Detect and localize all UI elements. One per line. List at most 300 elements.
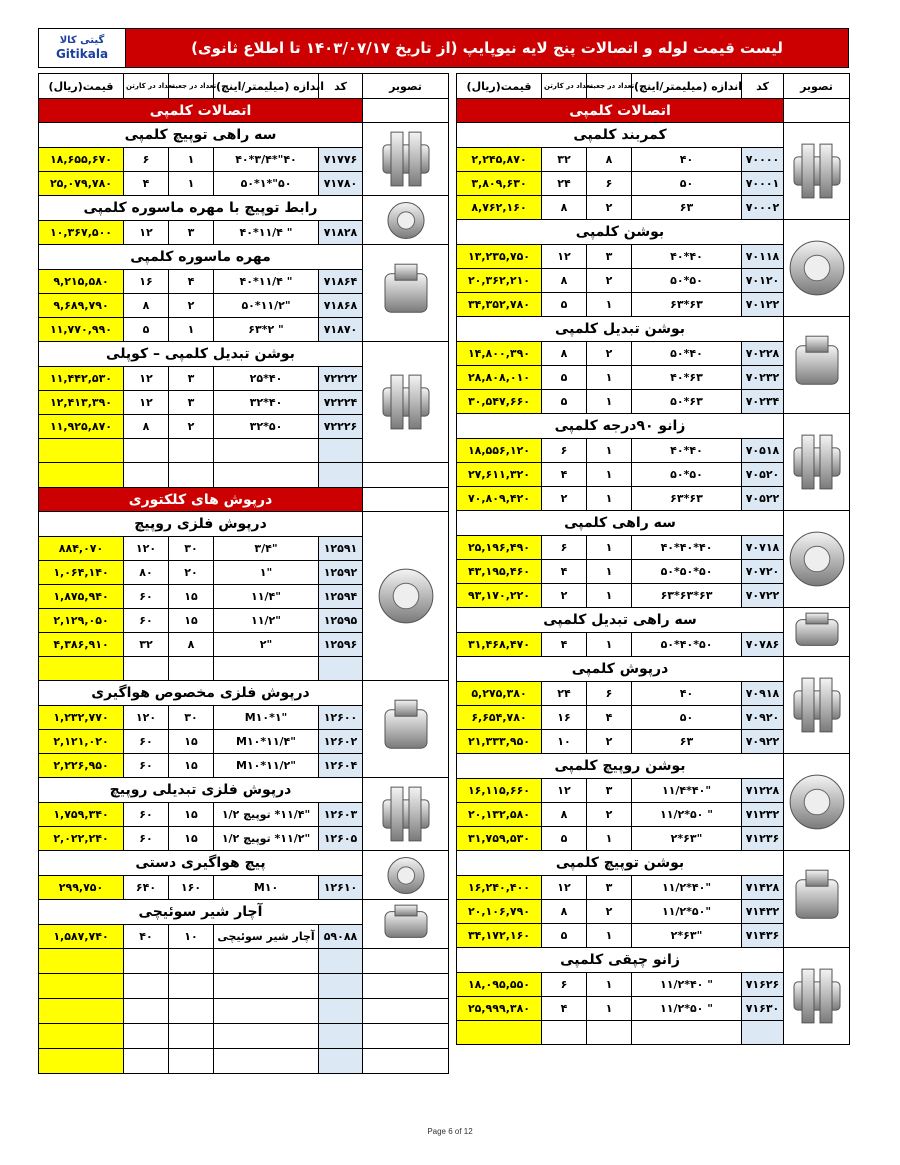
per-box-cell: ۱ [587,536,632,560]
price-cell [39,999,124,1024]
wrench-icon [363,900,449,949]
size-cell: ۵۰"*۱*۵۰ [214,172,319,196]
air-vent-screw-icon [363,851,449,900]
per-box-cell: ۲ [587,803,632,827]
per-carton-cell: ۴ [542,633,587,657]
price-cell: ۲,۱۲۹,۰۵۰ [39,609,124,633]
size-cell: ۴۰*۵۰ [632,342,742,366]
price-cell: ۲۵,۰۷۹,۷۸۰ [39,172,124,196]
per-box-cell: ۸ [587,148,632,172]
per-carton-cell [124,463,169,488]
price-cell: ۲۰,۳۶۲,۲۱۰ [457,269,542,293]
category-row [457,511,850,536]
code-cell [319,463,363,488]
per-box-cell [587,1021,632,1045]
per-box-cell: ۲ [587,730,632,754]
size-cell: " ۱۱/۴*۴۰ [214,221,319,245]
price-cell: ۲۱,۳۳۳,۹۵۰ [457,730,542,754]
per-box-cell [169,439,214,463]
price-cell: ۳,۸۰۹,۶۳۰ [457,172,542,196]
code-cell: ۷۰۹۲۲ [742,730,784,754]
code-cell: ۱۲۵۹۴ [319,585,363,609]
per-carton-cell: ۳۲ [542,148,587,172]
per-box-cell: ۲ [587,900,632,924]
price-cell [39,1024,124,1049]
header-size: اندازه (میلیمتر/اینچ) [214,74,319,99]
size-cell: ۴۰*۴۰ [632,245,742,269]
gitikala-logo [38,28,126,68]
blank-row [39,1024,449,1049]
per-box-cell: ۱۵ [169,585,214,609]
size-cell: ۴۰*۲۵ [214,367,319,391]
size-cell: ۴۰*۳۲ [214,391,319,415]
per-carton-cell [124,1049,169,1074]
code-cell: ۷۰۷۱۸ [742,536,784,560]
per-box-cell: ۱ [587,366,632,390]
size-cell: " ۱۱/۴*۴۰ [214,270,319,294]
size-cell: ۵۰*۵۰ [632,269,742,293]
blank-row [39,949,449,974]
category-row [457,317,850,342]
per-carton-cell: ۴۰ [124,925,169,949]
size-cell: "۲ [214,633,319,657]
per-box-cell: ۱ [587,560,632,584]
code-cell: ۷۱۴۳۲ [742,900,784,924]
code-cell [319,1024,363,1049]
category-row [457,851,850,876]
code-cell: ۷۰۲۲۸ [742,342,784,366]
size-cell: آچار شیر سوئیچی [214,925,319,949]
price-cell: ۲,۲۴۵,۸۷۰ [457,148,542,172]
size-cell: "۵۰*۱۱/۲ [632,900,742,924]
size-cell: ۵۰*۵۰ [632,463,742,487]
image-cell [363,999,449,1024]
per-carton-cell: ۸ [542,803,587,827]
size-cell: " ۵۰*۱۱/۲ [632,803,742,827]
per-carton-cell: ۱۲ [124,221,169,245]
per-box-cell: ۱۵ [169,827,214,851]
price-cell: ۹,۶۸۹,۷۹۰ [39,294,124,318]
category-row [457,608,850,633]
per-carton-cell: ۶۰ [124,730,169,754]
per-carton-cell: ۸۰ [124,561,169,585]
section-heading-row [39,488,449,512]
size-cell: ۴۰*۴۰*۴۰ [632,536,742,560]
code-cell: ۷۰۹۲۰ [742,706,784,730]
price-cell: ۳۱,۴۶۸,۴۷۰ [457,633,542,657]
category-title: پیچ هواگیری دستی [39,851,363,876]
per-carton-cell: ۸ [542,269,587,293]
price-cell [457,1021,542,1045]
blank-row [39,463,449,488]
per-box-cell: ۲ [587,196,632,220]
per-carton-cell: ۱۲ [542,779,587,803]
size-cell: ۴۰*۴۰ [632,439,742,463]
size-cell: " ۴۰*۱۱/۲ [632,973,742,997]
per-box-cell: ۳ [587,245,632,269]
code-cell: ۷۱۲۳۲ [742,803,784,827]
price-cell: ۸,۷۶۲,۱۶۰ [457,196,542,220]
elbow-90-icon [784,414,850,511]
category-title: کمربند کلمپی [457,123,784,148]
section-heading-image-cell [363,488,449,512]
size-cell: ۶۳*۶۳ [632,293,742,317]
blank-row [39,1049,449,1074]
price-cell: ۱۱,۴۴۲,۵۳۰ [39,367,124,391]
price-cell: ۱۱,۹۲۵,۸۷۰ [39,415,124,439]
coupling-clamp-icon [784,220,850,317]
per-carton-cell: ۱۶ [542,706,587,730]
per-carton-cell: ۱۲۰ [124,537,169,561]
size-cell [632,1021,742,1045]
size-cell: "۶۳*۲ [632,827,742,851]
code-cell: ۷۰۵۲۲ [742,487,784,511]
per-box-cell [169,1024,214,1049]
price-cell: ۲,۲۲۶,۹۵۰ [39,754,124,778]
size-cell: " ۵۰*۱۱/۲ [632,997,742,1021]
size-cell [214,949,319,974]
code-cell: ۷۰۷۲۰ [742,560,784,584]
size-cell: "۱۱/۴* توپیچ ۱/۲ [214,803,319,827]
per-box-cell: ۳ [169,221,214,245]
code-cell: ۷۱۷۷۶ [319,148,363,172]
right-price-table [456,73,849,1045]
code-cell: ۷۰۰۰۱ [742,172,784,196]
code-cell: ۱۲۵۹۵ [319,609,363,633]
code-cell: ۱۲۵۹۱ [319,537,363,561]
code-cell: ۷۱۸۲۸ [319,221,363,245]
per-box-cell: ۱ [587,997,632,1021]
section-heading-row [457,99,850,123]
size-cell: ۶۳ [632,196,742,220]
cap-plug-icon [363,512,449,681]
per-box-cell: ۲ [169,415,214,439]
per-carton-cell: ۶۴۰ [124,876,169,900]
size-cell: ۵۰*۳۲ [214,415,319,439]
blank-row [39,974,449,999]
category-row [39,681,449,706]
code-cell: ۷۰۱۲۲ [742,293,784,317]
per-carton-cell: ۵ [542,366,587,390]
size-cell: ۴۰ [632,148,742,172]
code-cell: ۱۲۶۰۳ [319,803,363,827]
price-cell: ۲۸,۸۰۸,۰۱۰ [457,366,542,390]
size-cell: M۱۰ [214,876,319,900]
per-carton-cell: ۸ [542,342,587,366]
per-box-cell: ۶ [587,172,632,196]
per-box-cell: ۱۵ [169,754,214,778]
column-header-row [457,74,850,99]
per-carton-cell: ۶ [542,973,587,997]
per-box-cell: ۳ [169,367,214,391]
category-title: مهره ماسوره کلمپی [39,245,363,270]
size-cell: "۱ [214,561,319,585]
code-cell: ۱۲۵۹۶ [319,633,363,657]
per-carton-cell: ۸ [124,415,169,439]
per-box-cell: ۱ [587,293,632,317]
price-cell: ۴,۳۸۶,۹۱۰ [39,633,124,657]
per-carton-cell: ۸ [124,294,169,318]
logo-latin: Gitikala [55,47,109,61]
per-box-cell: ۶ [587,682,632,706]
category-title: بوشن تبدیل کلمپی [457,317,784,342]
coupling-icon [363,342,449,463]
per-box-cell [169,999,214,1024]
header-size: اندازه (میلیمتر/اینچ) [632,74,742,99]
size-cell: ۵۰ [632,706,742,730]
code-cell: ۷۲۲۲۴ [319,391,363,415]
code-cell: ۱۲۶۰۵ [319,827,363,851]
price-cell: ۱,۷۵۹,۳۴۰ [39,803,124,827]
price-list-page [38,28,849,1095]
price-cell: ۱۴,۸۰۰,۳۹۰ [457,342,542,366]
per-box-cell: ۱ [587,390,632,414]
per-box-cell: ۳۰ [169,706,214,730]
code-cell: ۷۱۷۸۰ [319,172,363,196]
category-title: زانو چپقی کلمپی [457,948,784,973]
per-carton-cell: ۳۲ [124,633,169,657]
price-cell: ۱,۰۶۴,۱۴۰ [39,561,124,585]
per-box-cell: ۱ [587,584,632,608]
left-table [38,73,449,1074]
code-cell [319,949,363,974]
per-carton-cell: ۲۴ [542,682,587,706]
category-row [39,196,449,221]
header-code: کد [742,74,784,99]
per-box-cell: ۱۵ [169,609,214,633]
per-box-cell [169,657,214,681]
category-title: بوشن توپیچ کلمپی [457,851,784,876]
per-box-cell: ۴ [169,270,214,294]
category-title: سه راهی تبدیل کلمپی [457,608,784,633]
price-cell: ۲۹۹,۷۵۰ [39,876,124,900]
page-footer: Page 6 of 12 [427,1127,473,1136]
code-cell [742,1021,784,1045]
category-row [457,754,850,779]
per-carton-cell: ۸ [542,900,587,924]
category-title: زانو ۹۰درجه کلمپی [457,414,784,439]
price-cell: ۳۰,۵۴۷,۶۶۰ [457,390,542,414]
size-cell: ۶۳*۴۰ [632,366,742,390]
price-cell: ۱۱,۷۷۰,۹۹۰ [39,318,124,342]
size-cell [214,999,319,1024]
size-cell: ۶۳*۶۳ [632,487,742,511]
reducing-coupling-icon [784,317,850,414]
reducing-cap-icon [363,778,449,851]
code-cell: ۷۲۲۲۲ [319,367,363,391]
section-heading: درپوش های کلکتوری [39,488,363,512]
section-heading-row [39,99,449,123]
price-cell: ۱۸,۰۹۵,۵۵۰ [457,973,542,997]
category-row [457,123,850,148]
left-price-table [38,73,448,1074]
blank-row [39,999,449,1024]
end-cap-clamp-icon [784,657,850,754]
price-cell: ۹۳,۱۷۰,۲۲۰ [457,584,542,608]
size-cell: "M۱۰*۱ [214,706,319,730]
column-header-row [39,74,449,99]
reducing-tee-icon [784,608,850,657]
per-carton-cell: ۲ [542,584,587,608]
category-title: آچار شیر سوئیچی [39,900,363,925]
size-cell: "۳/۴ [214,537,319,561]
union-nut-icon [363,245,449,342]
price-cell: ۱۸,۵۵۶,۱۲۰ [457,439,542,463]
price-cell: ۱,۲۳۲,۷۷۰ [39,706,124,730]
category-row [39,512,449,537]
per-carton-cell: ۶۰ [124,803,169,827]
per-box-cell [169,974,214,999]
per-carton-cell: ۱۲ [542,876,587,900]
size-cell [214,1049,319,1074]
price-cell: ۲۰,۱۳۲,۵۸۰ [457,803,542,827]
code-cell: ۷۱۲۳۶ [742,827,784,851]
category-row [39,778,449,803]
per-carton-cell: ۱۲ [124,367,169,391]
section-heading-image-cell [363,99,449,123]
per-carton-cell: ۶۰ [124,585,169,609]
code-cell: ۷۱۶۲۶ [742,973,784,997]
per-box-cell: ۴ [587,706,632,730]
code-cell: ۷۱۴۲۸ [742,876,784,900]
per-box-cell [169,949,214,974]
code-cell: ۷۱۸۶۸ [319,294,363,318]
code-cell: ۷۰۱۲۰ [742,269,784,293]
image-cell [363,949,449,974]
per-carton-cell: ۶۰ [124,609,169,633]
category-title: بوشن تبدیل کلمپی – کوپلی [39,342,363,367]
header-price: قیمت(ریال) [457,74,542,99]
size-cell [214,974,319,999]
per-box-cell: ۱ [169,172,214,196]
per-box-cell: ۲ [587,269,632,293]
per-box-cell: ۱ [587,924,632,948]
per-box-cell: ۲۰ [169,561,214,585]
size-cell: "۴۰*۱۱/۲ [632,876,742,900]
code-cell: ۷۰۰۰۲ [742,196,784,220]
header-code: کد [319,74,363,99]
price-cell: ۳۴,۱۷۲,۱۶۰ [457,924,542,948]
code-cell [319,974,363,999]
per-box-cell: ۱۵ [169,803,214,827]
section-heading: اتصالات کلمپی [457,99,784,123]
code-cell: ۷۱۶۳۰ [742,997,784,1021]
price-cell: ۸۸۴,۰۷۰ [39,537,124,561]
code-cell: ۷۱۸۶۴ [319,270,363,294]
per-carton-cell: ۱۲۰ [124,706,169,730]
header-per-carton: تعداد در کارتن [124,74,169,99]
section-heading-image-cell [784,99,850,123]
header-per-box: تعداد در جعبه [587,74,632,99]
code-cell: ۷۰۹۱۸ [742,682,784,706]
code-cell [319,999,363,1024]
code-cell [319,1049,363,1074]
per-carton-cell: ۲۴ [542,172,587,196]
per-box-cell: ۱ [587,633,632,657]
per-carton-cell: ۱۶ [124,270,169,294]
vent-cap-icon [363,681,449,778]
size-cell: "M۱۰*۱۱/۴ [214,730,319,754]
per-box-cell [169,463,214,488]
price-cell: ۱۸,۶۵۵,۶۷۰ [39,148,124,172]
per-carton-cell: ۶۰ [124,754,169,778]
code-cell: ۷۰۲۳۲ [742,366,784,390]
code-cell: ۷۱۸۷۰ [319,318,363,342]
price-cell [39,463,124,488]
price-cell [39,439,124,463]
code-cell: ۱۲۶۰۰ [319,706,363,730]
per-box-cell: ۱ [587,487,632,511]
category-title: درپوش فلزی مخصوص هواگیری [39,681,363,706]
per-carton-cell: ۸ [542,196,587,220]
category-row [39,245,449,270]
price-cell: ۴۳,۱۹۵,۴۶۰ [457,560,542,584]
price-cell: ۱۳,۲۳۵,۷۵۰ [457,245,542,269]
size-cell: "۱۱/۲*۵۰ [214,294,319,318]
size-cell: ۶۳ [632,730,742,754]
size-cell: ۵۰*۵۰*۵۰ [632,560,742,584]
per-box-cell: ۱۵ [169,730,214,754]
code-cell: ۷۱۲۲۸ [742,779,784,803]
male-coupling-icon [784,754,850,851]
price-cell [39,974,124,999]
image-cell [363,1024,449,1049]
category-row [39,851,449,876]
per-box-cell: ۳۰ [169,537,214,561]
price-cell: ۱,۸۷۵,۹۴۰ [39,585,124,609]
price-cell: ۱۰,۳۶۷,۵۰۰ [39,221,124,245]
price-cell: ۲۰,۱۰۶,۷۹۰ [457,900,542,924]
tee-threaded-icon [363,123,449,196]
price-cell: ۲۷,۶۱۱,۳۲۰ [457,463,542,487]
code-cell: ۷۲۲۲۶ [319,415,363,439]
code-cell: ۷۱۴۳۶ [742,924,784,948]
code-cell: ۱۲۶۰۴ [319,754,363,778]
header-image: تصویر [784,74,850,99]
per-carton-cell [124,974,169,999]
size-cell: "۶۳*۲ [632,924,742,948]
per-box-cell: ۱۰ [169,925,214,949]
category-title: درپوش کلمپی [457,657,784,682]
size-cell: ۵۰ [632,172,742,196]
female-coupling-icon [784,851,850,948]
right-table [456,73,850,1045]
price-cell: ۲,۱۲۱,۰۲۰ [39,730,124,754]
per-box-cell: ۲ [169,294,214,318]
size-cell: " ۲*۶۳ [214,318,319,342]
per-carton-cell [124,949,169,974]
category-title: سه راهی توپیچ کلمپی [39,123,363,148]
price-cell [39,949,124,974]
size-cell [214,439,319,463]
price-cell [39,1049,124,1074]
category-title: سه راهی کلمپی [457,511,784,536]
price-cell: ۱۶,۱۱۵,۶۶۰ [457,779,542,803]
size-cell [214,657,319,681]
header-price: قیمت(ریال) [39,74,124,99]
category-row [39,900,449,925]
per-carton-cell: ۶ [542,536,587,560]
header-per-box: تعداد در جعبه [169,74,214,99]
code-cell: ۷۰۵۱۸ [742,439,784,463]
per-box-cell: ۳ [587,876,632,900]
per-box-cell: ۳ [169,391,214,415]
image-cell [363,974,449,999]
category-row [39,123,449,148]
code-cell: ۱۲۶۱۰ [319,876,363,900]
per-carton-cell: ۴ [542,997,587,1021]
per-box-cell: ۱ [587,827,632,851]
